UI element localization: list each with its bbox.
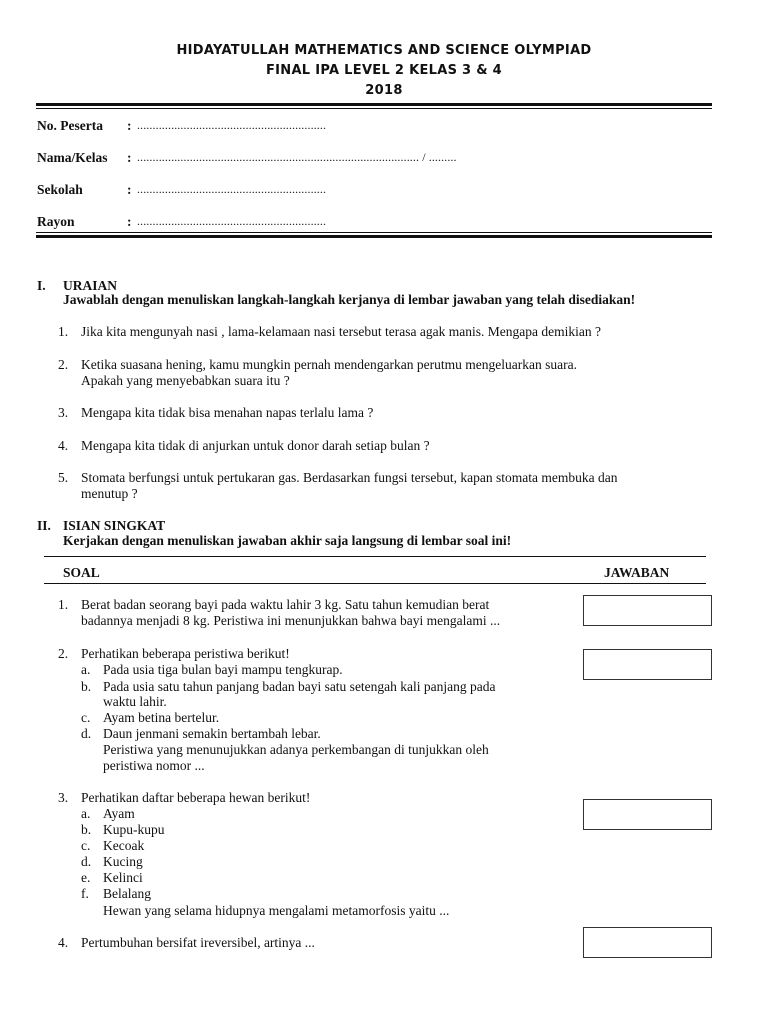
- option-d: Daun jenmani semakin bertambah lebar.: [103, 726, 321, 741]
- short-question-1: Berat badan seorang bayi pada waktu lahir 3 kg. Satu tahun kemudian berat: [81, 597, 490, 612]
- field-label: Rayon: [37, 214, 75, 229]
- field-colon: :: [127, 118, 132, 133]
- identity-divider: [36, 235, 712, 238]
- q4-number: 4.: [58, 438, 69, 453]
- option-letter: c.: [81, 838, 91, 853]
- header-divider-thin: [36, 108, 712, 109]
- table-header-line: [44, 583, 706, 584]
- option-letter: a.: [81, 662, 91, 677]
- option-letter: b.: [81, 822, 92, 837]
- short-question-1-cont: badannya menjadi 8 kg. Peristiwa ini menunjukkan bahwa bayi mengalami ...: [81, 613, 501, 628]
- field-colon: :: [127, 182, 132, 197]
- field-blank[interactable]: ........................................................................................... / .........: [137, 150, 457, 164]
- essay-question-3: Mengapa kita tidak bisa menahan napas terlalu lama ?: [81, 405, 374, 420]
- q2-number: 2.: [58, 357, 69, 372]
- field-blank[interactable]: .............................................................: [137, 182, 327, 196]
- exam-year: 2018: [365, 83, 403, 98]
- section-1-title: URAIAN: [63, 278, 117, 293]
- option-letter: f.: [81, 886, 89, 901]
- option-letter: d.: [81, 854, 92, 869]
- field-label: No. Peserta: [37, 118, 103, 133]
- answer-box-4[interactable]: [583, 927, 712, 958]
- column-header-jawaban: JAWABAN: [604, 565, 670, 580]
- answer-box-2[interactable]: [583, 649, 712, 680]
- short-question-3: Hewan yang selama hidupnya mengalami metamorfosis yaitu ...: [103, 903, 450, 918]
- short-question-2-cont: peristiwa nomor ...: [103, 758, 205, 773]
- sq3-number: 3.: [58, 790, 69, 805]
- section-2-title: ISIAN SINGKAT: [63, 518, 166, 533]
- option-letter: a.: [81, 806, 91, 821]
- option-a: Ayam: [103, 806, 135, 821]
- identity-divider-thin: [36, 232, 712, 233]
- option-b-cont: waktu lahir.: [103, 694, 167, 709]
- field-label: Nama/Kelas: [37, 150, 108, 165]
- answer-box-3[interactable]: [583, 799, 712, 830]
- option-letter: e.: [81, 870, 91, 885]
- option-f: Belalang: [103, 886, 151, 901]
- short-question-2-intro: Perhatikan beberapa peristiwa berikut!: [81, 646, 290, 661]
- section-1-roman: I.: [37, 278, 46, 293]
- option-c: Kecoak: [103, 838, 145, 853]
- essay-question-1: Jika kita mengunyah nasi , lama-kelamaan nasi tersebut terasa agak manis. Mengapa demikian ?: [81, 324, 601, 339]
- exam-subtitle: FINAL IPA LEVEL 2 KELAS 3 & 4: [265, 63, 503, 78]
- essay-question-4: Mengapa kita tidak di anjurkan untuk donor darah setiap bulan ?: [81, 438, 430, 453]
- option-e: Kelinci: [103, 870, 143, 885]
- header-divider: [36, 103, 712, 106]
- short-question-2: Peristiwa yang menunujukkan adanya perkembangan di tunjukkan oleh: [103, 742, 489, 757]
- option-b: Kupu-kupu: [103, 822, 165, 837]
- option-c: Ayam betina bertelur.: [103, 710, 220, 725]
- field-colon: :: [127, 214, 132, 229]
- essay-question-5: Stomata berfungsi untuk pertukaran gas. Berdasarkan fungsi tersebut, kapan stomata membuka dan: [81, 470, 618, 485]
- q1-number: 1.: [58, 324, 69, 339]
- sq2-number: 2.: [58, 646, 69, 661]
- section-2-roman: II.: [37, 518, 51, 533]
- option-letter: c.: [81, 710, 91, 725]
- field-blank[interactable]: .............................................................: [137, 118, 327, 132]
- field-label: Sekolah: [37, 182, 83, 197]
- sq1-number: 1.: [58, 597, 69, 612]
- column-header-soal: SOAL: [63, 565, 100, 580]
- answer-box-1[interactable]: [583, 595, 712, 626]
- option-d: Kucing: [103, 854, 143, 869]
- essay-question-2-cont: Apakah yang menyebabkan suara itu ?: [81, 373, 290, 388]
- short-question-3-intro: Perhatikan daftar beberapa hewan berikut!: [81, 790, 311, 805]
- q5-number: 5.: [58, 470, 69, 485]
- section-1-instruction: Jawablah dengan menuliskan langkah-langkah kerjanya di lembar jawaban yang telah disediakan!: [63, 292, 636, 307]
- field-colon: :: [127, 150, 132, 165]
- option-letter: d.: [81, 726, 92, 741]
- option-b: Pada usia satu tahun panjang badan bayi satu setengah kali panjang pada: [103, 679, 496, 694]
- option-a: Pada usia tiga bulan bayi mampu tengkurap.: [103, 662, 343, 677]
- option-letter: b.: [81, 679, 92, 694]
- sq4-number: 4.: [58, 935, 69, 950]
- section-2-instruction: Kerjakan dengan menuliskan jawaban akhir saja langsung di lembar soal ini!: [63, 533, 512, 548]
- q3-number: 3.: [58, 405, 69, 420]
- field-blank[interactable]: .............................................................: [137, 214, 327, 228]
- essay-question-2: Ketika suasana hening, kamu mungkin pernah mendengarkan perutmu mengeluarkan suara.: [81, 357, 577, 372]
- exam-title: HIDAYATULLAH MATHEMATICS AND SCIENCE OLYMPIAD: [176, 43, 592, 58]
- table-top-line: [44, 556, 706, 557]
- essay-question-5-cont: menutup ?: [81, 486, 138, 501]
- short-question-4: Pertumbuhan bersifat ireversibel, artinya ...: [81, 935, 315, 950]
